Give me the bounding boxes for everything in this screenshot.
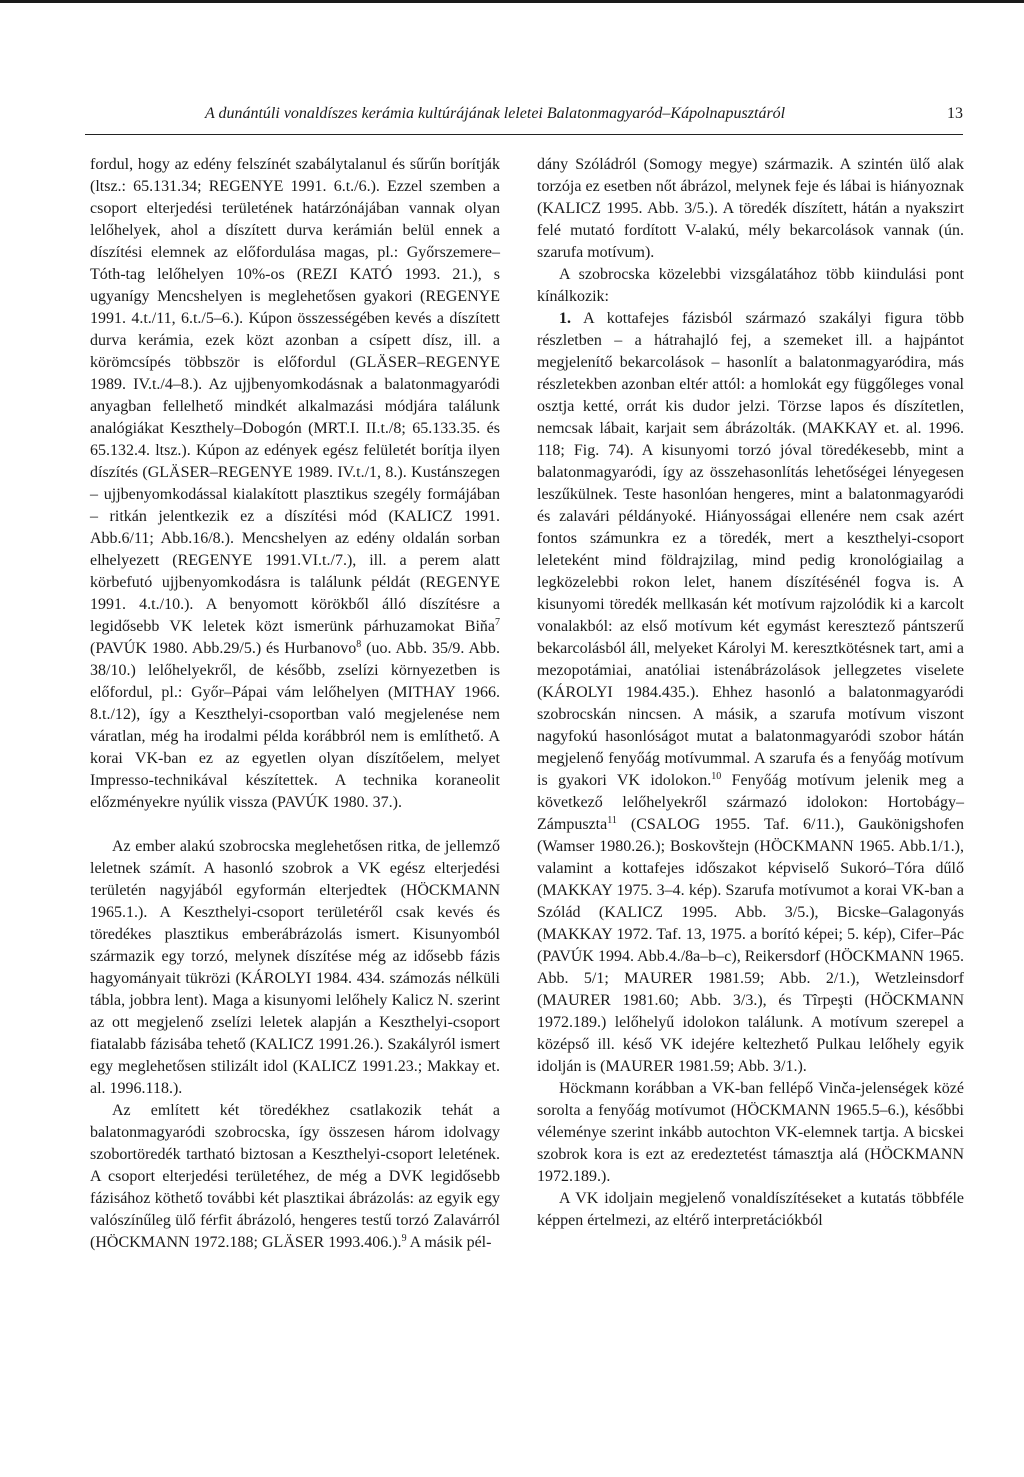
- paragraph: 1. A kottafejes fázisból származó szakályi figura több részletben – a hátrahajló fej, a szemeket ill. a hajpántot megjelenítő bekarcolások – hasonlít a balatonmagyaródira, más részletekben azonban eltér attól: a homlokát egy függőleges vonal osztja ketté, orrát kis dudor jelzi. Törzse lapos és díszítetlen, nemcsak lábait, karjait sem ábrázolták. (MAKKAY et. al. 1996. 118; Fig. 74). A kisunyomi torzó jóval töredékesebb, mint a balatonmagyaródi, így az összehasonlítás lehetőségei lényegesen leszűkülnek. Teste hasonlóan hengeres, mint a balatonmagyaródi és zalavári példányoké. Hiányosságai ellenére nem csak azért fontos számunkra ez a töredék, mert a keszthelyi-csoport leleteként mind földrajzilag, mind pedig kronológiailag a legközelebbi rokon lelet, hanem díszítésénél fogva is. A kisunyomi töredék mellkasán két motívum rajzolódik ki a karcolt vonalakból: az első motívum két egymást keresztező pántszerű bekarcolásból áll, melyeket Károlyi M. keresztkötésnek tart, ami a mezopotámiai, anatóliai istenábrázolások jellegzetes viselete (KÁROLYI 1984.435.). Ehhez hasonló a balatonmagyaródi szobrocskán nincsen. A másik, a szarufa motívum viszont nagyfokú hasonlóságot mutat a balatonmagyaródi szobor hátán megjelenő fenyőág motívummal. A szarufa és a fenyőág motívum is gyakori VK idolokon.$^{10}$ Fenyőág motívum jelenik meg a következő lelőhelyekről származó idolokon: Hortobágy–Zámpuszta$^{11}$ (CSALOG 1955. Taf. 6/11.), Gaukönigshofen (Wamser 1980.26.); Boskovštejn (HÖCKMANN 1965. Abb.1/1.), valamint a kottafejes időszakot képviselő Sukoró–Tóra dűlő (MAKKAY 1975. 3–4. kép). Szarufa motívumot a korai VK-ban a Szólád (KALICZ 1995. Abb. 3/5.), Bicske–Galagonyás (MAKKAY 1972. Taf. 13, 1975. a borító képei; 5. kép), Cifer–Pác (PAVÚK 1994. Abb.4./8a–b–c), Reikersdorf (HÖCKMANN 1965. Abb. 5/1; MAURER 1981.59; Abb. 2/1.), Wetzleinsdorf (MAURER 1981.60; Abb. 3/3.), és Tîrpeşti (HÖCKMANN 1972.189.) lelőhelyű idolokon találunk. A motívum szerepel a középső ill. késő VK idejére keltezhető Pulkau lelőhely egyik idolján is (MAURER 1981.59; Abb. 3/1.).: [537, 310, 964, 1075]
- left-column: [90, 154, 500, 1254]
- footnote-marker: 10: [711, 771, 722, 782]
- running-header: [85, 98, 963, 135]
- footnote-marker: 9: [401, 1233, 407, 1244]
- top-border-rule: [0, 0, 1024, 3]
- footnote-marker: 11: [607, 815, 617, 826]
- footnote-marker: 7: [495, 617, 500, 628]
- paragraph: A szobrocska közelebbi vizsgálatához több kiindulási pont kínálkozik:: [537, 266, 964, 305]
- paragraph: A VK idoljain megjelenő vonaldíszítéseket a kutatás többféle képpen értelmezi, az eltérő interpretációkból: [537, 1190, 964, 1229]
- paragraph: dány Szóládról (Somogy megye) származik. A szintén ülő alak torzója ez esetben nőt ábrázol, melynek feje és lábai is hiányoznak (KALICZ 1995. Abb. 3/5.). A töredék díszített, hátán a nyakszirt felé mutató fordított V-alakú, mély bekarcolások vannak (ún. szarufa motívum).: [537, 156, 964, 261]
- paragraph: Höckmann korábban a VK-ban fellépő Vinča-jelenségek közé sorolta a fenyőág motívumot (HÖCKMANN 1965.5–6.), későbbi véleménye szerint inkább autochton VK-elemnek tartja. A bicskei szobrok kora is ezt az eredeztetést támasztja alá (HÖCKMANN 1972.189.).: [537, 1080, 964, 1185]
- right-column: [537, 154, 964, 1232]
- paragraph: Az ember alakú szobrocska meglehetősen ritka, de jellemző leletnek számít. A hasonló szobrok a VK egész elterjedési területén nagyjából egyformán elterjedtek (HÖCKMANN 1965.1.). A Keszthelyi-csoport területéről csak kevés és töredékes plasztikus emberábrázolás ismert. Kisunyomból származik egy torzó, melynek díszítése még az idősebb fázis hagyományait tükrözi (KÁROLYI 1984. 434. számozás nélküli tábla, jobbra lent). Maga a kisunyomi lelőhely Kalicz N. szerint az ott megjelenő zselízi leletek alapján a Keszthelyi-csoport fiatalabb fázisába tehető (KALICZ 1991.26.). Szakályról ismert egy meglehetősen stilizált idol (KALICZ 1991.23.; Makkay et. al. 1996.118.).: [90, 838, 500, 1097]
- page-number: 13: [947, 105, 963, 122]
- running-title: A dunántúli vonaldíszes kerámia kultúrájának leletei Balatonmagyaród–Kápolnapusztáról: [205, 105, 786, 122]
- paragraph: fordul, hogy az edény felszínét szabálytalanul és sűrűn borítják (ltsz.: 65.131.34; REGENYE 1991. 6.t./6.). Ezzel szemben a csoport elterjedési területének határzónájában vannak olyan lelőhelyek, ahol a díszített durva kerámián belül ennek a díszítési elemnek az előfordulása magas, pl.: Győrszemere–Tóth-tag lelőhelyen 10%-os (REZI KATÓ 1993. 21.), s ugyanígy Mencshelyen is meglehetősen gyakori (REGENYE 1991. 4.t./11, 6.t./5–6.). Kúpon összességében kevés a díszített durva kerámia, ezek közt azonban a csípett dísz, ill. a körömcsípés többször is előfordul (GLÄSER–REGENYE 1989. IV.t./4–8.). Az ujjbenyomkodásnak a balatonmagyaródi anyagban fellelhető mindkét alkalmazási módjára találunk analógiákat Keszthely–Dobogón (MRT.I. II.t./8; 65.133.35. és 65.132.4. ltsz.). Kúpon az edények egész felületét borítja ilyen díszítés (GLÄSER–REGENYE 1989. IV.t./1, 8.). Kustánszegen – ujjbenyomkodással kialakított plasztikus szegély formájában – ritkán jelentkezik ez a díszítési mód (KALICZ 1991. Abb.6/11; Abb.16/8.). Mencshelyen az edény oldalán sorban elhelyezett (REGENYE 1991.VI.t./7.), ill. a perem alatt körbefutó ujjbenyomkodásra is találunk példát (REGENYE 1991. 4.t./10.). A benyomott körökből álló díszítésre a legidősebb VK leletek közt ismerünk párhuzamokat Biňa$^7$ (PAVÚK 1980. Abb.29/5.) és Hurbanovo$^8$ (uo. Abb. 35/9. Abb. 38/10.) lelőhelyekről, de később, zselízi környezetben is előfordul, pl.: Győr–Pápai vám lelőhelyen (MITHAY 1966. 8.t./12), így a Keszthelyi-csoportban való megjelenése nem váratlan, még ha irodalmi példa korábbról nem is említhető. A korai VK-ban ez az egyetlen olyan díszítőelem, melyet Impresso-technikával készítettek. A technika koraneolit előzményekre nyúlik vissza (PAVÚK 1980. 37.).: [90, 156, 500, 811]
- list-number: 1.: [559, 310, 571, 327]
- paragraph: Az említett két töredékhez csatlakozik tehát a balatonmagyaródi szobrocska, így összesen három idolvagy szobortöredék tartható biztosan a Keszthelyi-csoport leletének. A csoport elterjedési területéhez, de még a DVK legidősebb fázisához köthető további két plasztikai ábrázolás: az egyik egy valószínűleg ülő férfit ábrázoló, hengeres testű torzó Zalavárról (HÖCKMANN 1972.188; GLÄSER 1993.406.).$^9$ A másik pél-: [90, 1102, 500, 1251]
- footnote-marker: 8: [356, 639, 362, 650]
